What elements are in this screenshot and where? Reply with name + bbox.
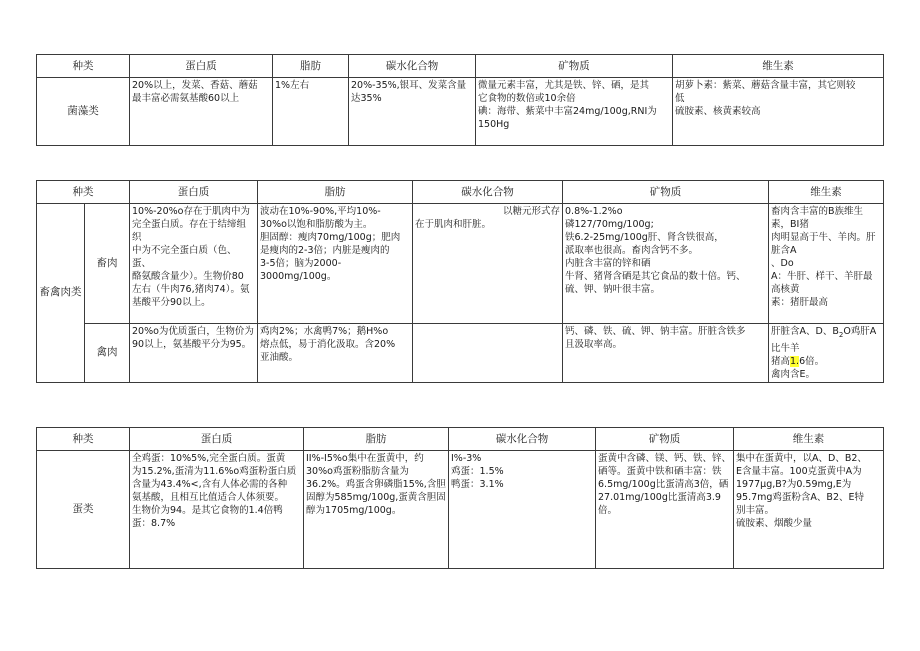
header-protein: 蛋白质 [130, 181, 258, 204]
table-row [37, 78, 884, 146]
header-category: 种类 [37, 428, 130, 451]
category-cell: 菌藻类 [37, 78, 130, 146]
fat-cell: 1%左右 [273, 78, 349, 146]
minerals-cell: 0.8%-1.2%o 磷127/70mg/100g; 铁6.2-25mg/100g肝、肾含铁很高， 派取率也很高。畜肉含钙不多。 内脏含丰富的锌和硒 牛肾、猪肾含硒是其它食品的数十倍。钙、 硫、钾、钠叶很丰富。 [563, 204, 769, 324]
header-fat: 脂肪 [273, 55, 349, 78]
category-cell: 畜禽肉类 [37, 204, 85, 383]
fat-cell: 波动在10%-90%,平均10%- 30%o以饱和脂肪酸为主。 胆固醇：瘦肉70mg/100g；肥肉 是瘦肉的2-3倍；内脏是瘦肉的 3-5倍；脑为2000- 3000mg/100g。 [258, 204, 413, 324]
carbs-cell: 20%-35%,银耳、发菜含量 达35% [349, 78, 476, 146]
header-fat: 脂肪 [304, 428, 449, 451]
header-carbs: 碳水化合物 [449, 428, 596, 451]
subcategory-cell: 禽肉 [85, 324, 130, 383]
header-carbs: 碳水化合物 [413, 181, 563, 204]
table-header-row [37, 181, 884, 204]
vitamins-cell: 肝脏含A、D、$B_2O$鸡肝A比牛羊 猪高1.6倍。 禽肉含E。 [769, 324, 884, 383]
header-fat: 脂肪 [258, 181, 413, 204]
header-vitamins: 维生素 [673, 55, 884, 78]
header-protein: 蛋白质 [130, 55, 273, 78]
header-category: 种类 [37, 181, 130, 204]
vitamins-cell: 集中在蛋黄中，以A、D、B2、 E含量丰富。100克蛋黄中A为 1977μg,B?为0.59mg,E为 95.7mg鸡蛋粉含A、B2、E特 别丰富。 硫胺素、烟酸少量 [734, 451, 884, 569]
table-row [37, 451, 884, 569]
protein-cell: 20%以上，发菜、香菇、蘑菇 最丰富必需氨基酸60以上 [130, 78, 273, 146]
protein-cell: 全鸡蛋：10%5%,完全蛋白质。蛋黄 为15.2%,蛋清为11.6%o鸡蛋粉蛋白质 含量为43.4%<,含有人体必需的各种 氨基酸，且相互比值适合人体须要。 生物价为94。是其它食物的1.4倍鸭 蛋：8.7% [130, 451, 304, 569]
vitamins-cell: 胡萝卜素：紫菜、蘑菇含量丰富，其它则较 低 硫胺素、核黄素较高 [673, 78, 884, 146]
table-header-row [37, 428, 884, 451]
protein-cell: 20%o为优质蛋白，生物价为 90以上，氨基酸平分为95。 [130, 324, 258, 383]
header-protein: 蛋白质 [130, 428, 304, 451]
header-vitamins: 维生素 [734, 428, 884, 451]
minerals-cell: 钙、磷、铁、硫、钾、钠丰富。肝脏含铁多 且汲取率高。 [563, 324, 769, 383]
minerals-cell: 蛋黄中含磷、镁、钙、铁、锌、 硒等。蛋黄中铁和硒丰富：铁 6.5mg/100g比蛋清高3倍，硒 27.01mg/100g比蛋清高3.9倍。 [596, 451, 734, 569]
table-row [37, 204, 884, 324]
vitamins-cell: 畜肉含丰富的B族维生素，BI猪 肉明显高于牛、羊肉。肝脏含A 、Do A：牛肝、样干、羊肝最高核黄 素：猪肝最高 [769, 204, 884, 324]
header-minerals: 矿物质 [476, 55, 673, 78]
category-cell: 蛋类 [37, 451, 130, 569]
carbs-cell [413, 324, 563, 383]
highlighted-text: 1. [790, 355, 800, 367]
header-carbs: 碳水化合物 [349, 55, 476, 78]
carbs-cell: I%-3% 鸡蛋：1.5% 鸭蛋：3.1% [449, 451, 596, 569]
carbs-cell: 以糖元形式存 在于肌肉和肝脏。 [413, 204, 563, 324]
nutrition-table-fungi [36, 54, 884, 146]
nutrition-table-meat [36, 180, 884, 383]
header-minerals: 矿物质 [596, 428, 734, 451]
fat-cell: II%-I5%o集中在蛋黄中，约 30%o鸡蛋粉脂肪含量为 36.2%。鸡蛋含卵磷脂15%,含胆 固醇为585mg/100g,蛋黄含胆固 醇为1705mg/100g。 [304, 451, 449, 569]
header-category: 种类 [37, 55, 130, 78]
minerals-cell: 微量元素丰富，尤其是铁、锌、硒，是其 它食物的数倍或10余倍 碘：海带、紫菜中丰富24mg/100g,RNI为 150Hg [476, 78, 673, 146]
table-header-row [37, 55, 884, 78]
fat-cell: 鸡肉2%；水禽鸭7%；鹅H%o 熔点低，易于消化汲取。含20% 亚油酸。 [258, 324, 413, 383]
table-row [37, 324, 884, 383]
header-minerals: 矿物质 [563, 181, 769, 204]
subcategory-cell: 畜肉 [85, 204, 130, 324]
header-vitamins: 维生素 [769, 181, 884, 204]
nutrition-table-eggs [36, 427, 884, 569]
protein-cell: 10%-20%o存在于肌肉中为 完全蛋白质。存在于结缔组织 中为不完全蛋白质（色、蛋、 酪氨酸含量少）。生物价80 左右（牛肉76,猪肉74）。氨 基酸平分90以上。 [130, 204, 258, 324]
